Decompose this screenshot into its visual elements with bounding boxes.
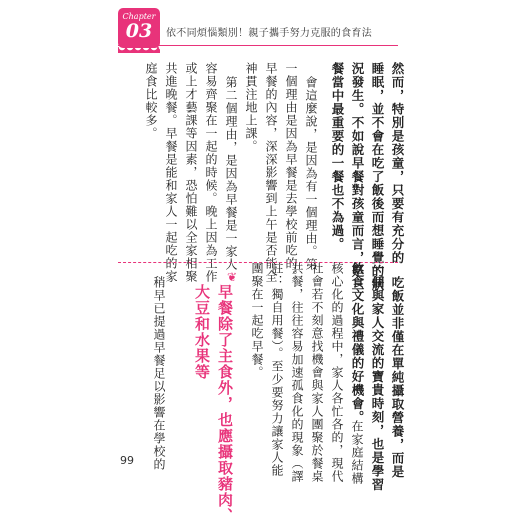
upper-body-column-7: 或上才藝課等因素，恐怕難以全家相聚 bbox=[184, 62, 198, 283]
upper-bold-column-3: 況發生。不如說早餐對孩童而言，是三 bbox=[350, 62, 365, 292]
upper-body-column-6: 容易齊聚在一起的時候。晚上因為工作 bbox=[204, 62, 218, 283]
lower-body-column-0: 在家庭結構 bbox=[350, 420, 364, 485]
lower-body-column-2: 社會若不刻意找機會與家人團聚於餐桌 bbox=[310, 262, 324, 483]
upper-bold-column-1: 然而，特別是孩童，只要有充分的 bbox=[390, 62, 405, 265]
header-rule bbox=[118, 45, 398, 46]
lower-body-column-5: 團聚在一起吃早餐。 bbox=[250, 262, 264, 379]
upper-bold-column-4: 餐當中最重要的一餐也不為過。 bbox=[330, 62, 345, 251]
lower-body-column-3: 共餐，往往容易加速孤食化的現象（譯 bbox=[290, 262, 304, 483]
upper-bold-column-2: 睡眠，並不會在吃了飯後而想睡覺的狀 bbox=[370, 62, 385, 292]
badge-scallop bbox=[118, 47, 160, 53]
chapter-word: Chapter bbox=[122, 12, 156, 21]
section-heading-line-1: 早餐除了主食外，也應攝取豬肉、 bbox=[216, 284, 234, 524]
upper-body-column-9: 庭食比較多。 bbox=[144, 62, 158, 140]
upper-body-column-3: 早餐的內容，深深影響到上午是否能全 bbox=[264, 62, 278, 283]
upper-body-column-8: 共進晚餐。早餐是能和家人一起吃的家 bbox=[164, 62, 178, 283]
lower-bold-column-1: 吃飯並非僅在單純攝取營養，而是 bbox=[390, 276, 405, 479]
lower-body-column-4: 註：獨自用餐）。至少要努力讓家人能 bbox=[270, 262, 284, 477]
lower-bold-column-3: 飲食文化與禮儀的好機會。 bbox=[350, 262, 365, 424]
chapter-badge bbox=[118, 8, 160, 48]
chapter-title: 依不同煩惱類別！親子攜手努力克服的食育法 bbox=[166, 28, 372, 39]
lower-bold-column-2: 一個與家人交流的寶貴時刻，也是學習 bbox=[370, 262, 385, 492]
lower-left-body-column-1: 稍早已提過早餐足以影響在學校的 bbox=[152, 276, 166, 471]
page-number: 99 bbox=[120, 454, 134, 467]
upper-body-column-1: 會這麼說，是因為有一個理由。第 bbox=[304, 76, 318, 271]
upper-body-column-2: 一個理由是因為早餐是去學校前吃的。 bbox=[284, 62, 298, 283]
section-heading-line-2: 大豆和水果等 bbox=[193, 284, 211, 380]
heading-flower-icon: ❦ bbox=[227, 270, 238, 284]
upper-body-column-4: 神貫注地上課。 bbox=[244, 62, 258, 153]
upper-body-column-5: 第二個理由，是因為早餐是一家人 bbox=[224, 76, 238, 271]
lower-body-column-1: 核心化的過程中，家人各忙各的，現代 bbox=[330, 262, 344, 483]
chapter-number: 03 bbox=[125, 20, 153, 42]
